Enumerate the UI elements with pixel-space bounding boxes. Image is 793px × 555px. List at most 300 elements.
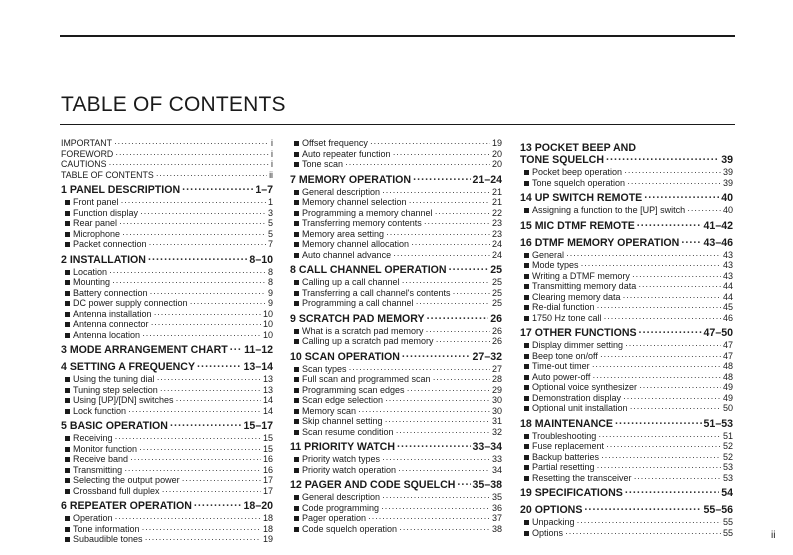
toc-entry-title: 5 BASIC OPERATION [61, 420, 168, 432]
dot-leader [449, 264, 489, 277]
toc-entry-title: Mode types [532, 260, 579, 270]
toc-entry-title: DC power supply connection [73, 298, 188, 308]
dot-leader [627, 178, 721, 189]
toc-page-number: 27–32 [472, 350, 502, 363]
toc-entry[interactable] [520, 281, 733, 292]
toc-page-number: 14 [262, 395, 273, 405]
toc-entry[interactable] [61, 513, 273, 524]
toc-entry-title: CAUTIONS [61, 159, 107, 169]
toc-entry[interactable] [520, 403, 733, 414]
dot-leader [160, 385, 261, 396]
toc-page-number: 55–56 [703, 504, 733, 516]
toc-entry[interactable] [520, 178, 733, 189]
toc-entry[interactable] [290, 503, 502, 514]
toc-entry-title: 14 UP SWITCH REMOTE [520, 192, 643, 204]
toc-page-number: 52 [722, 451, 733, 462]
dot-leader [358, 406, 490, 417]
dot-leader [382, 454, 490, 465]
dot-leader [151, 319, 261, 330]
toc-entry-title: Scan types [302, 363, 347, 374]
toc-entry-title: Packet connection [73, 239, 147, 249]
dot-leader [630, 403, 721, 414]
dot-leader [145, 534, 261, 545]
toc-entry-title: IMPORTANT [61, 138, 112, 148]
toc-entry[interactable] [290, 159, 502, 170]
dot-leader [115, 149, 269, 160]
toc-section[interactable] [520, 154, 733, 167]
toc-page-number: 21 [491, 197, 502, 207]
toc-section[interactable] [290, 174, 502, 187]
toc-entry[interactable] [290, 454, 502, 465]
toc-entry[interactable] [520, 250, 733, 261]
toc-entry[interactable] [520, 372, 733, 383]
toc-entry[interactable] [61, 267, 273, 278]
dot-leader [638, 281, 721, 292]
toc-entry-title: Skip channel setting [302, 416, 383, 426]
toc-entry-title: Front panel [73, 197, 119, 207]
toc-entry-title: Receiving [73, 433, 113, 443]
toc-entry-title: 15 MIC DTMF REMOTE [520, 219, 635, 232]
toc-entry-title: TABLE OF CONTENTS [61, 169, 154, 180]
toc-page-number: 26 [490, 312, 502, 325]
dot-leader [156, 170, 267, 181]
toc-entry[interactable] [520, 517, 733, 528]
toc-entry[interactable] [290, 385, 502, 396]
toc-section[interactable] [520, 237, 733, 250]
toc-page-number: 5 [267, 218, 273, 228]
toc-entry[interactable] [61, 454, 273, 465]
title-rule [60, 124, 735, 125]
dot-leader [681, 237, 701, 250]
dot-leader [639, 382, 721, 393]
toc-entry-title: Antenna connector [73, 319, 149, 329]
toc-entry-title: Transferring memory contents [302, 218, 422, 228]
dot-leader [128, 406, 261, 417]
dot-leader [381, 503, 490, 514]
toc-entry[interactable] [520, 452, 733, 463]
toc-page-number: 30 [491, 395, 502, 405]
dot-leader [162, 486, 261, 497]
toc-section-heading[interactable]: 13 POCKET BEEP AND [520, 142, 636, 154]
dot-leader [424, 218, 490, 229]
dot-leader [436, 336, 490, 347]
toc-entry-title: Scan resume condition [302, 426, 394, 437]
toc-entry-title: 1 PANEL DESCRIPTION [61, 184, 181, 196]
toc-entry-title: Assigning a function to the [UP] switch [532, 205, 686, 215]
toc-entry-title: 7 MEMORY OPERATION [290, 173, 412, 186]
toc-entry[interactable] [520, 260, 733, 271]
toc-page-number: 36 [491, 502, 502, 513]
toc-page-number: 25 [491, 277, 502, 287]
dot-leader [615, 418, 702, 431]
toc-page-number: 44 [722, 291, 733, 302]
toc-entry[interactable] [61, 534, 273, 545]
dot-leader [566, 250, 721, 261]
toc-page-number: 37 [491, 513, 502, 523]
toc-entry[interactable] [290, 336, 502, 347]
toc-entry[interactable] [61, 239, 273, 250]
toc-entry[interactable] [290, 187, 502, 198]
toc-entry-title: Optional voice synthesizer [532, 382, 638, 392]
toc-entry-title: Clearing memory data [532, 291, 621, 302]
toc-entry-title: Priority watch operation [302, 464, 397, 475]
toc-page-number: 18 [262, 513, 273, 523]
dot-leader [597, 302, 721, 313]
dot-leader [393, 250, 490, 261]
toc-page-number: 13 [262, 374, 273, 384]
toc-section[interactable] [61, 170, 273, 181]
toc-section[interactable] [520, 192, 733, 205]
toc-entry[interactable] [290, 364, 502, 375]
toc-entry-title: Beep tone on/off [532, 350, 598, 361]
toc-entry-title: Microphone [73, 228, 121, 239]
dot-leader [639, 327, 702, 340]
toc-entry[interactable] [290, 416, 502, 427]
dot-leader [597, 462, 721, 473]
toc-entry-title: Memory area setting [302, 228, 385, 239]
dot-leader [399, 524, 490, 535]
dot-leader [182, 184, 253, 197]
toc-entry-title: Unpacking [532, 517, 575, 527]
dot-leader [108, 159, 269, 170]
toc-section[interactable] [61, 500, 273, 513]
toc-section[interactable] [520, 487, 733, 500]
dot-leader [142, 330, 261, 341]
toc-page-number: 40 [722, 205, 733, 215]
toc-page-number: 26 [491, 336, 502, 346]
toc-page-number: 35–38 [472, 479, 502, 491]
toc-entry[interactable] [520, 393, 733, 404]
dot-leader [130, 454, 261, 465]
toc-entry-title: Demonstration display [532, 392, 622, 403]
toc-page-number: 31 [491, 416, 502, 426]
toc-entry-title: Using [UP]/[DN] switches [73, 395, 174, 405]
toc-entry[interactable] [61, 486, 273, 497]
toc-entry-title: Mounting [73, 277, 111, 287]
toc-entry[interactable] [290, 406, 502, 417]
dot-leader [370, 138, 490, 149]
toc-entry[interactable] [520, 431, 733, 442]
toc-entry[interactable] [290, 298, 502, 309]
toc-page-number: 33–34 [472, 441, 502, 453]
dot-leader [632, 271, 721, 282]
toc-entry-title: Tone scan [302, 159, 344, 169]
dot-leader [154, 309, 261, 320]
dot-leader [148, 254, 247, 267]
toc-page-number: 26 [491, 325, 502, 336]
dot-leader [150, 288, 266, 299]
toc-page-number: 1 [267, 197, 273, 207]
toc-entry-title: Code squelch operation [302, 523, 398, 534]
toc-entry-title: Auto repeater function [302, 148, 391, 159]
toc-section[interactable] [520, 220, 733, 233]
toc-page-number: 25 [491, 287, 502, 298]
toc-section[interactable] [520, 327, 733, 340]
toc-page-number: 33 [491, 454, 502, 464]
toc-entry[interactable] [61, 330, 273, 341]
toc-entry-title: Programming scan edges [302, 384, 405, 395]
toc-page-number: 10 [262, 329, 273, 340]
toc-entry-title: Transmitting [73, 464, 123, 475]
toc-entry[interactable] [290, 465, 502, 476]
toc-entry-title: Troubleshooting [532, 430, 597, 441]
toc-page-number: 44 [722, 281, 733, 291]
dot-leader [385, 395, 490, 406]
toc-page-number: 3 [267, 207, 273, 218]
dot-leader [600, 351, 721, 362]
toc-entry[interactable] [290, 288, 502, 299]
toc-entry[interactable] [61, 298, 273, 309]
dot-leader [176, 395, 261, 406]
toc-entry-title: Location [73, 266, 108, 277]
toc-entry[interactable] [520, 473, 733, 484]
toc-column-1 [61, 138, 273, 545]
toc-entry-title: 16 DTMF MEMORY OPERATION [520, 236, 680, 249]
dot-leader [122, 229, 266, 240]
toc-entry[interactable] [290, 513, 502, 524]
toc-entry[interactable] [61, 395, 273, 406]
toc-page-number: 55 [722, 527, 733, 538]
dot-leader [345, 159, 490, 170]
toc-section[interactable] [290, 313, 502, 326]
toc-section[interactable] [61, 361, 273, 374]
toc-page-number: 15 [262, 443, 273, 454]
toc-entry[interactable] [520, 340, 733, 351]
toc-page-number: 15 [262, 433, 273, 443]
toc-entry-title: 2 INSTALLATION [61, 253, 146, 266]
dot-leader [601, 452, 721, 463]
toc-entry[interactable] [61, 319, 273, 330]
toc-entry-title: Re-dial function [532, 302, 595, 312]
dot-leader [634, 473, 721, 484]
toc-section[interactable] [520, 418, 733, 431]
toc-entry[interactable] [290, 218, 502, 229]
dot-leader [140, 208, 266, 219]
toc-entry-title: TONE SQUELCH [520, 154, 604, 166]
dot-leader [644, 192, 719, 205]
dot-leader [411, 239, 490, 250]
dot-leader [426, 326, 490, 337]
toc-entry[interactable] [520, 382, 733, 393]
toc-entry[interactable] [61, 385, 273, 396]
dot-leader [592, 372, 721, 383]
toc-entry-title: Transferring a call channel's contents [302, 287, 451, 298]
toc-entry[interactable] [61, 229, 273, 240]
dot-leader [114, 138, 269, 149]
toc-entry[interactable] [520, 441, 733, 452]
toc-entry[interactable] [290, 197, 502, 208]
toc-page-number: 48 [722, 361, 733, 371]
toc-entry[interactable] [520, 271, 733, 282]
toc-entry[interactable] [290, 395, 502, 406]
toc-page-number: 24 [491, 239, 502, 249]
toc-entry-title: Crossband full duplex [73, 485, 160, 496]
toc-page-number: 8–10 [249, 253, 273, 266]
toc-page-number: 21–24 [472, 173, 502, 186]
dot-leader [157, 374, 261, 385]
toc-entry[interactable] [61, 465, 273, 476]
toc-section[interactable] [290, 264, 502, 277]
dot-leader [577, 517, 721, 528]
toc-entry[interactable] [61, 374, 273, 385]
toc-page-number: 1–7 [255, 184, 273, 196]
page-number: ii [771, 530, 776, 541]
dot-leader [623, 292, 721, 303]
toc-page-number: 51–53 [703, 417, 733, 430]
toc-entry[interactable] [520, 313, 733, 324]
toc-section[interactable] [61, 149, 273, 160]
toc-entry-title: Auto power-off [532, 371, 591, 382]
toc-section[interactable] [61, 254, 273, 267]
toc-entry-title: 20 OPTIONS [520, 504, 583, 516]
toc-entry[interactable] [61, 218, 273, 229]
toc-section[interactable] [61, 344, 273, 357]
toc-entry[interactable] [520, 302, 733, 313]
toc-entry[interactable] [290, 374, 502, 385]
toc-page-number: 34 [491, 464, 502, 475]
toc-page-number: 39 [722, 167, 733, 177]
dot-leader [382, 492, 490, 503]
toc-entry-title: Monitor function [73, 443, 138, 454]
toc-entry-title: 3 MODE ARRANGEMENT CHART [61, 344, 228, 356]
toc-page-number: 20 [491, 148, 502, 159]
toc-entry[interactable] [290, 208, 502, 219]
toc-entry[interactable] [520, 167, 733, 178]
toc-page-number: 25 [490, 264, 502, 276]
toc-entry[interactable] [290, 250, 502, 261]
toc-page-number: 35 [491, 492, 502, 502]
toc-page-number: 13–14 [243, 361, 273, 373]
toc-page-number: i [271, 159, 273, 169]
toc-section[interactable] [520, 504, 733, 517]
toc-page-number: 47 [722, 340, 733, 350]
toc-entry-title: Priority watch types [302, 454, 381, 464]
toc-page-number: 39 [722, 177, 733, 188]
dot-leader [139, 444, 261, 455]
toc-section[interactable] [61, 184, 273, 197]
toc-entry[interactable] [290, 427, 502, 438]
toc-page-number: 13 [262, 384, 273, 395]
toc-page-number: 19 [491, 138, 502, 148]
toc-entry[interactable] [61, 309, 273, 320]
dot-leader [565, 528, 721, 539]
toc-page-number: 48 [722, 371, 733, 382]
toc-entry[interactable] [290, 277, 502, 288]
toc-page-number: 52 [722, 441, 733, 451]
toc-page-number: 43 [722, 260, 733, 270]
dot-leader [190, 298, 266, 309]
dot-leader [604, 313, 721, 324]
toc-entry[interactable] [61, 208, 273, 219]
toc-page-number: 22 [491, 207, 502, 218]
toc-page-number: 16 [262, 464, 273, 475]
toc-entry[interactable] [290, 326, 502, 337]
dot-leader [382, 187, 490, 198]
toc-entry[interactable] [61, 406, 273, 417]
toc-entry[interactable] [61, 197, 273, 208]
toc-entry[interactable] [520, 292, 733, 303]
toc-page-number: 14 [262, 405, 273, 416]
dot-leader [182, 475, 261, 486]
toc-entry-title: 9 SCRATCH PAD MEMORY [290, 312, 425, 325]
toc-entry[interactable] [520, 462, 733, 473]
toc-page-number: 49 [722, 382, 733, 392]
toc-section[interactable] [290, 479, 502, 492]
dot-leader [407, 385, 490, 396]
toc-page-number: 21 [491, 186, 502, 197]
toc-section[interactable] [61, 420, 273, 433]
toc-entry[interactable] [61, 524, 273, 535]
toc-page-number: 24 [491, 249, 502, 260]
toc-entry[interactable] [520, 361, 733, 372]
dot-leader [386, 229, 490, 240]
dot-leader [606, 441, 721, 452]
dot-leader [115, 433, 261, 444]
toc-entry-title: Battery connection [73, 287, 148, 298]
toc-entry[interactable] [61, 288, 273, 299]
toc-entry[interactable] [61, 277, 273, 288]
toc-entry-title: Antenna location [73, 329, 141, 340]
toc-entry[interactable] [520, 528, 733, 539]
dot-leader [402, 277, 490, 288]
toc-page-number: i [271, 138, 273, 148]
toc-entry[interactable] [520, 205, 733, 216]
toc-entry-title: Partial resetting [532, 462, 595, 472]
toc-section[interactable] [61, 159, 273, 170]
toc-entry-title: 1750 Hz tone call [532, 312, 602, 323]
toc-entry-title: Optional unit installation [532, 403, 628, 413]
toc-entry[interactable] [61, 444, 273, 455]
dot-leader [624, 167, 721, 178]
toc-entry-title: Time-out timer [532, 361, 590, 371]
dot-leader [457, 479, 470, 492]
toc-entry[interactable] [290, 492, 502, 503]
dot-leader [396, 427, 490, 438]
toc-entry[interactable] [61, 433, 273, 444]
toc-page-number: 38 [491, 523, 502, 534]
toc-entry[interactable] [61, 475, 273, 486]
toc-entry-title: Calling up a scratch pad memory [302, 336, 434, 346]
toc-page-number: 8 [267, 277, 273, 287]
toc-entry-title: Offset frequency [302, 138, 368, 148]
toc-section[interactable] [290, 441, 502, 454]
toc-entry[interactable] [520, 351, 733, 362]
dot-leader [124, 465, 261, 476]
dot-leader [435, 208, 490, 219]
toc-page-number: 53 [722, 462, 733, 472]
toc-section[interactable] [61, 138, 273, 149]
toc-page-number: 11–12 [244, 344, 273, 356]
toc-entry[interactable] [290, 524, 502, 535]
toc-entry[interactable] [290, 229, 502, 240]
dot-leader [397, 441, 471, 454]
toc-entry[interactable] [290, 138, 502, 149]
dot-leader [581, 260, 721, 271]
dot-leader [598, 431, 721, 442]
toc-entry[interactable] [290, 239, 502, 250]
dot-leader [637, 220, 702, 233]
dot-leader [584, 504, 701, 517]
toc-section[interactable] [290, 351, 502, 364]
toc-entry-title: Writing a DTMF memory [532, 270, 630, 281]
toc-page-number: 51 [722, 430, 733, 441]
dot-leader [416, 298, 490, 309]
toc-entry-title: Full scan and programmed scan [302, 374, 431, 384]
toc-entry[interactable] [290, 149, 502, 160]
toc-entry-title: Fuse replacement [532, 441, 605, 451]
dot-leader [413, 174, 470, 187]
dot-leader [606, 154, 719, 167]
